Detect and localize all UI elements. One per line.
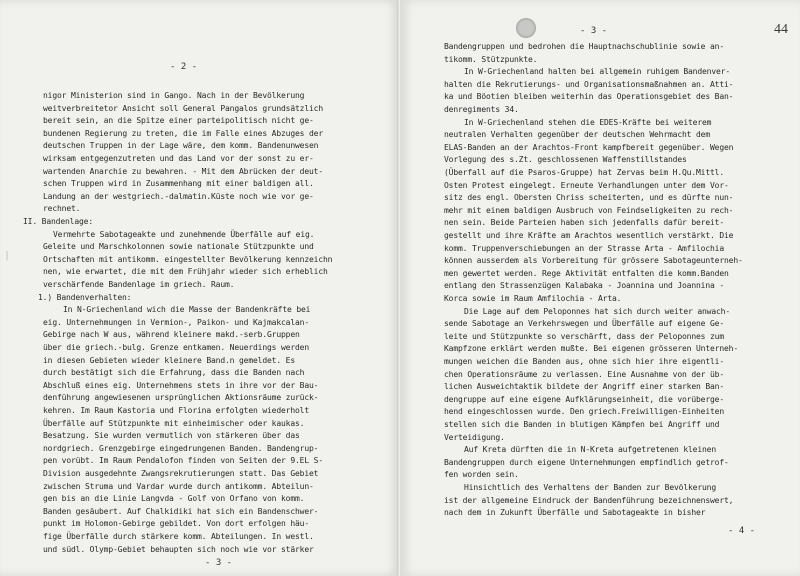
text-line: ELAS-Banden an der Arachtos-Front kampfbereit gegenüber. Wegen [444,142,734,152]
text-line: punkt im Holomon-Gebirge gebildet. Von dort erfolgen häu- [43,519,309,529]
text-line: Gebirge nach W aus, während kleinere makd.-serb.Gruppen [43,330,300,340]
text-line: rechnet. [43,204,81,214]
text-line: wirksam entgegenzutreten und das Land vor der sonst zu er- [43,154,314,163]
text-line: entlang den Strassenzügen Kalabaka - Joannina und Joannina - [444,281,724,291]
text-line: schen Truppen wird in Zusammenhang mit einer baldigen all. [43,179,314,189]
text-line: men gewertet werden. Rege Aktivität entfalten die komm.Banden [444,268,729,278]
text-line: zwischen Struma und Vardar wurde durch antikomm. Abteilun- [43,481,314,491]
text-line: pen vorübt. Im Raum Pendalofon finden von Seiten der 9.EL S- [43,456,323,466]
text-line: Vorlegung des s.Zt. geschlossenen Waffenstillstandes [444,155,687,165]
text-line: leite und Stützpunkte so verschärft, dass der Peloponnes zum [444,331,724,341]
text-line: halten die Rekrutierungs- und Organisationsmaßnahmen an. Atti- [444,79,734,89]
text-line: sende Sabotage an Verkehrswegen und Überfälle auf eigene Ge- [444,319,724,329]
text-line: kehren. Im Raum Kastoria und Florina erfolgten wiederholt [43,406,309,415]
text-line: und südl. Olymp-Gebiet behaupten sich noch wie vor stärker [43,544,314,554]
text-line: Kampfzone erklärt werden mußte. Bei eigenen grösseren Unterneh- [444,344,738,354]
text-line: fige Überfälle durch stärkere komm. Abteilungen. In westl. [43,532,314,541]
text-line: nen sein. Beide Parteien haben sich jedenfalls dafür bereit- [444,218,724,228]
text-line: nigor Ministerion sind in Gango. Nach in der Bevölkerung [43,91,305,100]
text-line: Die Lage auf dem Peloponnes hat sich durch weiter anwach- [464,306,730,316]
text-line: Hinsichtlich des Verhaltens der Banden zur Bevölkerung [464,483,716,492]
text-line: über die griech.-bulg. Grenze entkamen. Neuerdings werden [43,343,309,352]
text-line: Banden gesäubert. Auf Chalkidiki hat sich ein Bandenschwer- [43,506,319,516]
text-line: Besatzung. Sie wurden vermutlich von stärkeren über das [43,431,300,441]
text-line: eig. Unternehmungen in Vermion-, Paikon- und Kajmakcalan- [43,317,309,327]
text-line: wartenden Anarchie zu bewahren. - Mit dem Abrücken der deut- [43,166,323,176]
text-line: weitverbreitetor Ansicht soll General Pangalos grundsätzlich [43,103,323,113]
text-line: chen Operationsräume zu verlassen. Eine Ausnahme von der üb- [444,369,724,379]
text-line: verschärfende Bandenlage im griech. Raum. [43,280,235,289]
text-line: Ortschaften mit antikomm. eingestellter Bevölkerung kennzeichn [43,254,333,264]
text-line: Auf Kreta dürften die in N-Kreta aufgetretenen kleinen [464,445,716,455]
punch-hole-right [516,18,536,38]
text-line: können ausserdem als Vorbereitung für grössere Sabotageunterneh- [444,256,743,266]
text-line: Vermehrte Sabotageakte und zunehmende Überfälle auf eig. [53,229,315,239]
text-line: denführung angewiesenen ursprünglichen Aktionsräume zurück- [43,393,319,403]
text-line: In N-Griechenland wich die Masse der Bandenkräfte bei [63,305,311,315]
text-line: Korca sowie im Raum Amfilochia - Arta. [444,294,622,303]
left-top-page-number: - 2 - [170,62,198,72]
text-line: Osten Protest eingelegt. Erneute Verhandlungen unter dem Vor- [444,180,729,190]
text-line: neutralen Verhalten gegenüber der deutschen Wehrmacht dem [444,130,710,140]
text-line: Geleite und Marschkolonnen sowie nationale Stützpunkte und [43,242,314,252]
text-line: Überfälle auf Stützpunkte mit einheimischer oder kaukas. [43,418,305,428]
right-top-page-number: - 3 - [580,26,608,36]
right-bottom-page-number: - 4 - [728,526,756,536]
text-line: II. Bandenlage: [23,217,93,226]
text-line: 1.) Bandenverhalten: [38,292,132,302]
margin-mark: | [6,250,9,261]
text-line: denregiments 34. [444,105,519,114]
text-line: komm. Truppenverschiebungen an der Strasse Arta - Amfilochia [444,243,724,253]
text-line: bereit sein, an die Spitze einer parteipolitisch nicht ge- [43,116,314,126]
text-line: durch bestätigt sich die Erfahrung, dass die Banden nach [43,368,305,378]
text-line: gen bis an die Linie Langvda - Golf von Orfano von komm. [43,494,305,504]
text-line: nach dem in Zukunft Überfälle und Sabotageakte in bisher [444,508,706,518]
text-line: Verteidigung. [444,432,505,442]
text-line: ist der allgemeine Eindruck der Bandenführung bezeichnenswert, [444,495,734,505]
faded-header [215,12,365,20]
text-line: fen worden sein. [444,470,519,480]
text-line: In W-Griechenland halten bei allgemein ruhigem Bandenver- [464,67,730,77]
archive-number: 44 [774,22,788,37]
text-line: nen, wie erwartet, die mit dem Frühjahr wieder sich erheblich [43,267,328,277]
text-line: stellen sich die Banden in blutigen Kämpfen bei Angriff und [444,420,720,429]
text-line: gestellt und ihre Kräfte am Arachtos wesentlich verstärkt. Die [444,231,734,240]
text-line: nordgriech. Grenzgebirge eingedrungenen Banden. Bandengrup- [43,443,319,453]
text-line: mungen weichen die Banden aus, ohne sich hier ihre eigentli- [444,357,724,366]
text-line: dengruppe auf eine eigene Aufklärungseinheit, die vorüberge- [444,394,724,404]
text-line: lichen Ausweichtaktik bildete der Angriff einer starken Ban- [444,382,724,392]
text-line: Landung an der westgriech.-dalmatin.Küste noch wie vor ge- [43,191,314,201]
text-line: ka und Böotien bleiben weiterhin das Operationsgebiet des Ban- [444,92,734,102]
text-line: Bandengruppen durch eigene Unternehmungen empfindlich getrof- [444,457,729,467]
text-line: Bandengruppen und bedrohen die Hauptnachschublinie sowie an- [444,42,724,51]
text-line: bundenen Regierung zu treten, die im Falle eines Abzuges der [43,128,323,138]
text-line: Division ausgedehnte Zwangsrekrutierungen statt. Das Gebiet [43,469,319,478]
text-line: sitz des engl. Obersten Chriss scheiterten, und es dürfte nun- [444,193,734,203]
text-line: tikomm. Stützpunkte. [444,54,538,64]
text-line: deutschen Truppen in der Lage wäre, dem komm. Bandenunwesen [43,141,319,151]
text-line: in diesen Gebieten wieder kleinere Band.n gemeldet. Es [43,355,295,365]
text-line: mehr mit einem baldigen Ausbruch von Feindseligkeiten zu rech- [444,205,734,215]
text-line: hend eingeschlossen wurde. Den griech.Freiwilligen-Einheiten [444,407,724,417]
text-line: In W-Griechenland stehen die EDES-Kräfte bei weiterem [464,117,712,127]
text-line: (Überfall auf die Psaros-Gruppe) hat Zervas beim H.Qu.Mittl. [444,168,724,177]
right-page [400,0,800,576]
text-line: Abschluß eines eig. Unternehmens stets in ihre vor der Bau- [43,380,319,390]
left-bottom-page-number: - 3 - [205,558,233,568]
